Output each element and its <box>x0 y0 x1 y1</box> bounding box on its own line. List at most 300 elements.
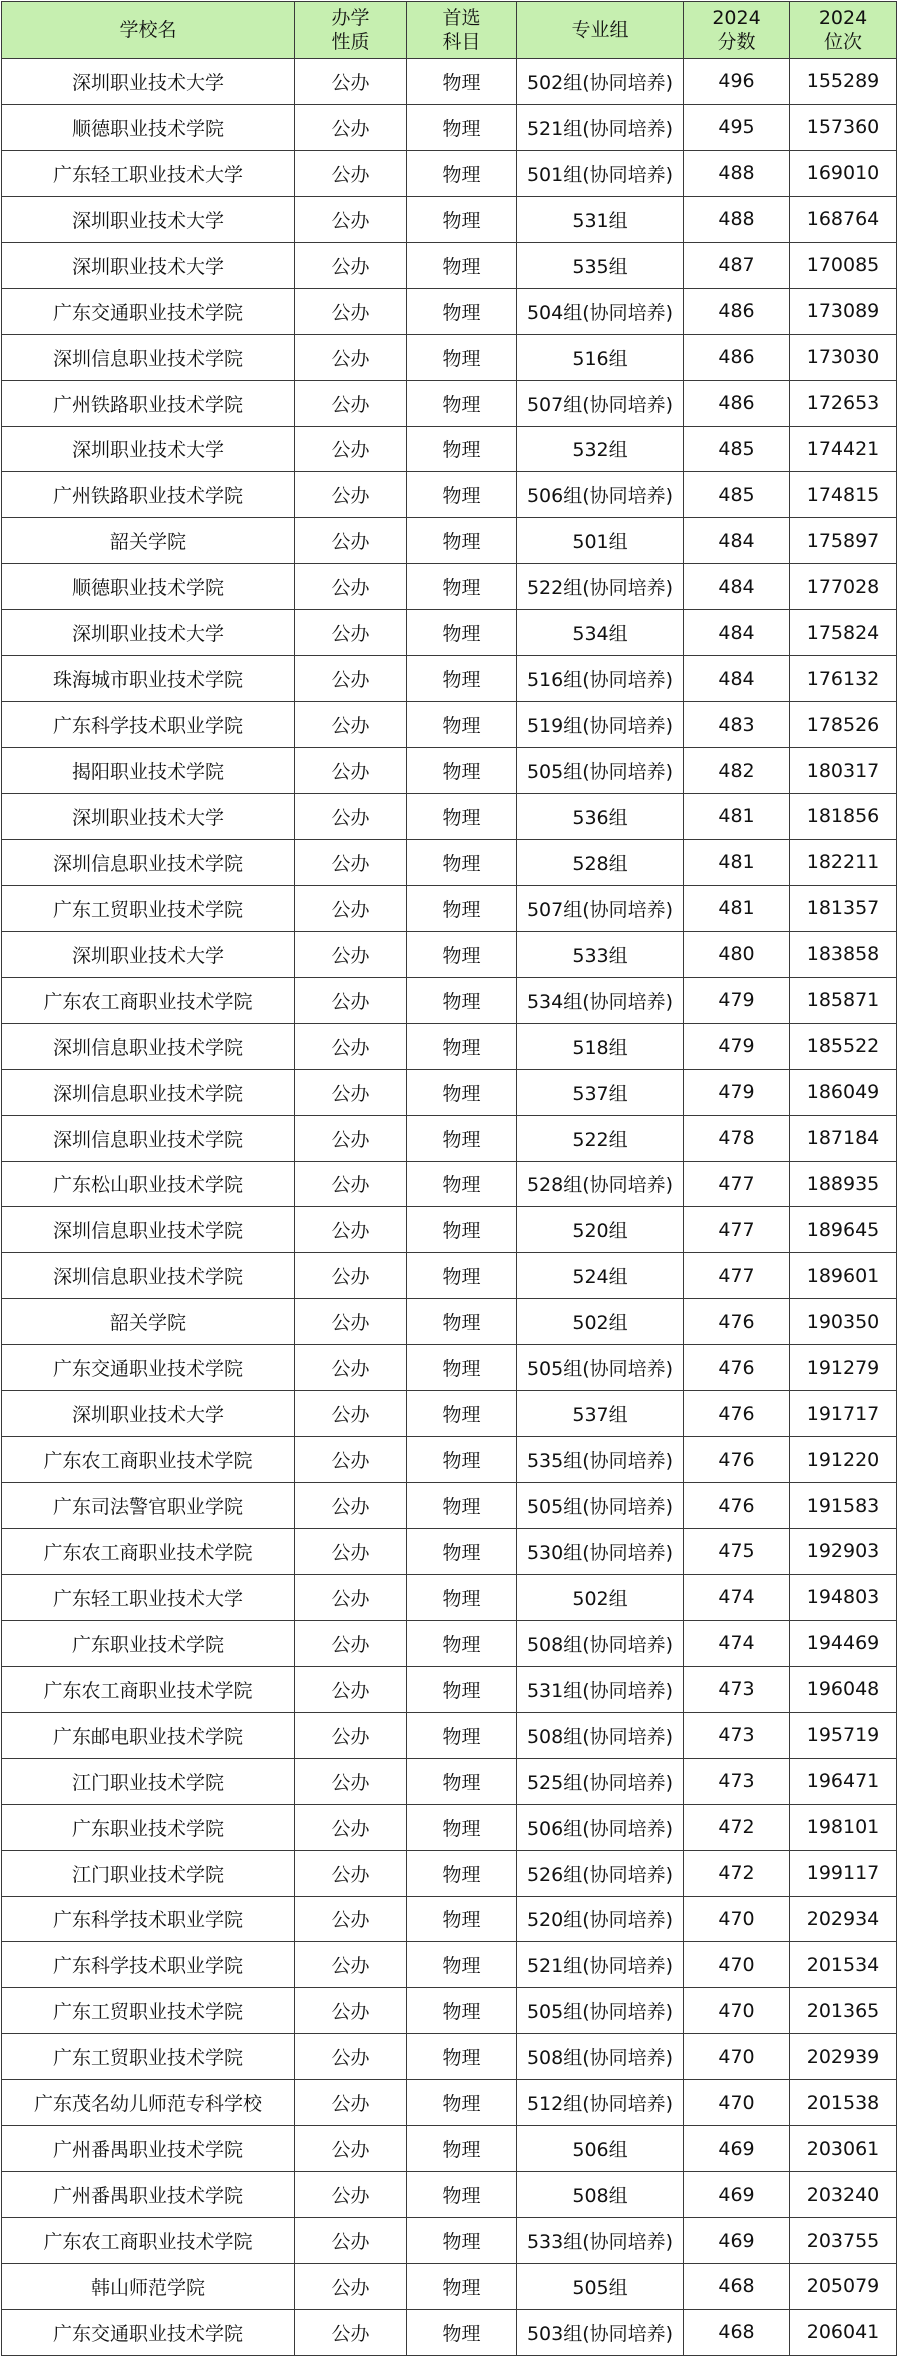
score-cell: 480 <box>684 931 790 977</box>
major-group-cell: 518组 <box>517 1023 684 1069</box>
score-cell: 485 <box>684 426 790 472</box>
rank-cell: 195719 <box>790 1712 897 1758</box>
table-row <box>2 2218 897 2264</box>
school-name-cell: 广东农工商职业技术学院 <box>2 1529 295 1575</box>
table-row <box>2 1483 897 1529</box>
school-name-cell: 广东工贸职业技术学院 <box>2 885 295 931</box>
rank-cell: 169010 <box>790 150 897 196</box>
school-nature-cell: 公办 <box>295 1115 407 1161</box>
school-name-cell: 韶关学院 <box>2 1299 295 1345</box>
score-cell: 488 <box>684 150 790 196</box>
first-subject-cell: 物理 <box>407 1253 517 1299</box>
school-nature-cell: 公办 <box>295 839 407 885</box>
table-row <box>2 1942 897 1988</box>
rank-cell: 201534 <box>790 1942 897 1988</box>
school-name-cell: 深圳信息职业技术学院 <box>2 1115 295 1161</box>
school-name-cell: 深圳职业技术大学 <box>2 931 295 977</box>
header-score-line-2: 分数 <box>717 31 756 53</box>
school-name-cell: 广东司法警官职业学院 <box>2 1483 295 1529</box>
major-group-cell: 524组 <box>517 1253 684 1299</box>
first-subject-cell: 物理 <box>407 1391 517 1437</box>
first-subject-cell: 物理 <box>407 2264 517 2310</box>
rank-cell: 177028 <box>790 564 897 610</box>
first-subject-cell: 物理 <box>407 2218 517 2264</box>
school-nature-cell: 公办 <box>295 242 407 288</box>
major-group-cell: 505组(协同培养) <box>517 1988 684 2034</box>
header-subject-line-1: 首选 <box>442 7 481 29</box>
school-name-cell: 广东邮电职业技术学院 <box>2 1712 295 1758</box>
first-subject-cell: 物理 <box>407 2034 517 2080</box>
school-nature-cell: 公办 <box>295 610 407 656</box>
major-group-cell: 505组(协同培养) <box>517 1483 684 1529</box>
first-subject-cell: 物理 <box>407 794 517 840</box>
rank-cell: 175897 <box>790 518 897 564</box>
school-nature-cell: 公办 <box>295 1483 407 1529</box>
table-row <box>2 931 897 977</box>
table-row <box>2 2264 897 2310</box>
score-cell: 476 <box>684 1391 790 1437</box>
school-name-cell: 深圳信息职业技术学院 <box>2 334 295 380</box>
table-row <box>2 242 897 288</box>
rank-cell: 205079 <box>790 2264 897 2310</box>
school-name-cell: 韩山师范学院 <box>2 2264 295 2310</box>
table-row <box>2 1620 897 1666</box>
table-row <box>2 1850 897 1896</box>
first-subject-cell: 物理 <box>407 1666 517 1712</box>
school-nature-cell: 公办 <box>295 1988 407 2034</box>
rank-cell: 173030 <box>790 334 897 380</box>
rank-cell: 157360 <box>790 104 897 150</box>
first-subject-cell: 物理 <box>407 2172 517 2218</box>
table-row <box>2 839 897 885</box>
school-nature-cell: 公办 <box>295 1345 407 1391</box>
school-name-cell: 广东科学技术职业学院 <box>2 1942 295 1988</box>
rank-cell: 174421 <box>790 426 897 472</box>
school-name-cell: 深圳信息职业技术学院 <box>2 1207 295 1253</box>
first-subject-cell: 物理 <box>407 1804 517 1850</box>
table-row <box>2 2034 897 2080</box>
school-name-cell: 深圳职业技术大学 <box>2 426 295 472</box>
score-cell: 481 <box>684 794 790 840</box>
table-row <box>2 885 897 931</box>
first-subject-cell: 物理 <box>407 1850 517 1896</box>
header-score <box>684 2 790 59</box>
table-body <box>2 59 897 2356</box>
major-group-cell: 508组(协同培养) <box>517 1712 684 1758</box>
score-cell: 472 <box>684 1804 790 1850</box>
score-cell: 479 <box>684 977 790 1023</box>
school-nature-cell: 公办 <box>295 2126 407 2172</box>
rank-cell: 190350 <box>790 1299 897 1345</box>
table-row <box>2 380 897 426</box>
school-nature-cell: 公办 <box>295 1758 407 1804</box>
rank-cell: 175824 <box>790 610 897 656</box>
score-cell: 479 <box>684 1069 790 1115</box>
score-cell: 477 <box>684 1253 790 1299</box>
major-group-cell: 507组(协同培养) <box>517 885 684 931</box>
score-cell: 468 <box>684 2264 790 2310</box>
major-group-cell: 534组(协同培养) <box>517 977 684 1023</box>
school-name-cell: 深圳信息职业技术学院 <box>2 1253 295 1299</box>
score-cell: 476 <box>684 1437 790 1483</box>
score-cell: 470 <box>684 2080 790 2126</box>
rank-cell: 189601 <box>790 1253 897 1299</box>
rank-cell: 187184 <box>790 1115 897 1161</box>
table-row <box>2 2080 897 2126</box>
first-subject-cell: 物理 <box>407 977 517 1023</box>
table-row <box>2 1115 897 1161</box>
header-major-group: 专业组 <box>517 2 684 59</box>
school-name-cell: 深圳信息职业技术学院 <box>2 839 295 885</box>
major-group-cell: 505组(协同培养) <box>517 748 684 794</box>
header-nature-line-1: 办学 <box>331 7 370 29</box>
school-name-cell: 深圳职业技术大学 <box>2 1391 295 1437</box>
school-name-cell: 广州铁路职业技术学院 <box>2 380 295 426</box>
score-cell: 484 <box>684 564 790 610</box>
score-cell: 470 <box>684 1942 790 1988</box>
first-subject-cell: 物理 <box>407 702 517 748</box>
table-row <box>2 1299 897 1345</box>
major-group-cell: 525组(协同培养) <box>517 1758 684 1804</box>
school-name-cell: 广东轻工职业技术大学 <box>2 150 295 196</box>
school-nature-cell: 公办 <box>295 885 407 931</box>
school-name-cell: 江门职业技术学院 <box>2 1850 295 1896</box>
header-school-name: 学校名 <box>2 2 295 59</box>
school-nature-cell: 公办 <box>295 1574 407 1620</box>
school-nature-cell: 公办 <box>295 2034 407 2080</box>
first-subject-cell: 物理 <box>407 564 517 610</box>
school-nature-cell: 公办 <box>295 1161 407 1207</box>
rank-cell: 201365 <box>790 1988 897 2034</box>
rank-cell: 186049 <box>790 1069 897 1115</box>
major-group-cell: 506组 <box>517 2126 684 2172</box>
major-group-cell: 533组(协同培养) <box>517 2218 684 2264</box>
school-nature-cell: 公办 <box>295 1023 407 1069</box>
score-cell: 474 <box>684 1620 790 1666</box>
school-nature-cell: 公办 <box>295 150 407 196</box>
school-nature-cell: 公办 <box>295 2080 407 2126</box>
score-cell: 470 <box>684 2034 790 2080</box>
school-nature-cell: 公办 <box>295 518 407 564</box>
first-subject-cell: 物理 <box>407 288 517 334</box>
rank-cell: 182211 <box>790 839 897 885</box>
major-group-cell: 502组 <box>517 1574 684 1620</box>
table-row <box>2 564 897 610</box>
rank-cell: 168764 <box>790 196 897 242</box>
header-rank <box>790 2 897 59</box>
school-nature-cell: 公办 <box>295 2172 407 2218</box>
school-name-cell: 广东交通职业技术学院 <box>2 288 295 334</box>
score-cell: 473 <box>684 1666 790 1712</box>
rank-cell: 191717 <box>790 1391 897 1437</box>
major-group-cell: 521组(协同培养) <box>517 104 684 150</box>
score-cell: 477 <box>684 1161 790 1207</box>
score-cell: 476 <box>684 1345 790 1391</box>
school-nature-cell: 公办 <box>295 1942 407 1988</box>
score-cell: 488 <box>684 196 790 242</box>
school-name-cell: 广东农工商职业技术学院 <box>2 2218 295 2264</box>
table-row <box>2 1529 897 1575</box>
rank-cell: 178526 <box>790 702 897 748</box>
score-cell: 469 <box>684 2218 790 2264</box>
first-subject-cell: 物理 <box>407 1483 517 1529</box>
school-nature-cell: 公办 <box>295 1804 407 1850</box>
school-nature-cell: 公办 <box>295 977 407 1023</box>
first-subject-cell: 物理 <box>407 1115 517 1161</box>
school-nature-cell: 公办 <box>295 1666 407 1712</box>
table-row <box>2 1896 897 1942</box>
rank-cell: 176132 <box>790 656 897 702</box>
score-cell: 481 <box>684 839 790 885</box>
major-group-cell: 516组(协同培养) <box>517 656 684 702</box>
school-nature-cell: 公办 <box>295 104 407 150</box>
school-nature-cell: 公办 <box>295 1069 407 1115</box>
major-group-cell: 528组 <box>517 839 684 885</box>
first-subject-cell: 物理 <box>407 59 517 105</box>
first-subject-cell: 物理 <box>407 1023 517 1069</box>
major-group-cell: 528组(协同培养) <box>517 1161 684 1207</box>
major-group-cell: 516组 <box>517 334 684 380</box>
school-nature-cell: 公办 <box>295 1850 407 1896</box>
score-cell: 478 <box>684 1115 790 1161</box>
school-nature-cell: 公办 <box>295 1299 407 1345</box>
rank-cell: 188935 <box>790 1161 897 1207</box>
school-name-cell: 广东松山职业技术学院 <box>2 1161 295 1207</box>
major-group-cell: 502组(协同培养) <box>517 59 684 105</box>
major-group-cell: 537组 <box>517 1391 684 1437</box>
table-row <box>2 656 897 702</box>
school-nature-cell: 公办 <box>295 564 407 610</box>
first-subject-cell: 物理 <box>407 150 517 196</box>
school-nature-cell: 公办 <box>295 1896 407 1942</box>
first-subject-cell: 物理 <box>407 931 517 977</box>
score-cell: 470 <box>684 1896 790 1942</box>
rank-cell: 189645 <box>790 1207 897 1253</box>
major-group-cell: 508组 <box>517 2172 684 2218</box>
school-name-cell: 广东轻工职业技术大学 <box>2 1574 295 1620</box>
table-row <box>2 518 897 564</box>
school-nature-cell: 公办 <box>295 1437 407 1483</box>
school-name-cell: 广东茂名幼儿师范专科学校 <box>2 2080 295 2126</box>
major-group-cell: 522组 <box>517 1115 684 1161</box>
school-nature-cell: 公办 <box>295 288 407 334</box>
table-row <box>2 2126 897 2172</box>
school-nature-cell: 公办 <box>295 426 407 472</box>
table-row <box>2 288 897 334</box>
school-name-cell: 广东农工商职业技术学院 <box>2 1437 295 1483</box>
table-row <box>2 748 897 794</box>
table-row <box>2 702 897 748</box>
score-cell: 473 <box>684 1712 790 1758</box>
school-nature-cell: 公办 <box>295 748 407 794</box>
major-group-cell: 512组(协同培养) <box>517 2080 684 2126</box>
table-row <box>2 1437 897 1483</box>
school-name-cell: 顺德职业技术学院 <box>2 104 295 150</box>
table-row <box>2 1712 897 1758</box>
score-cell: 496 <box>684 59 790 105</box>
rank-cell: 206041 <box>790 2309 897 2355</box>
major-group-cell: 522组(协同培养) <box>517 564 684 610</box>
first-subject-cell: 物理 <box>407 472 517 518</box>
school-nature-cell: 公办 <box>295 334 407 380</box>
header-rank-line-2: 位次 <box>823 31 862 53</box>
school-nature-cell: 公办 <box>295 931 407 977</box>
school-name-cell: 深圳职业技术大学 <box>2 242 295 288</box>
school-name-cell: 广州番禺职业技术学院 <box>2 2172 295 2218</box>
major-group-cell: 534组 <box>517 610 684 656</box>
first-subject-cell: 物理 <box>407 1069 517 1115</box>
table-row <box>2 977 897 1023</box>
school-name-cell: 广东农工商职业技术学院 <box>2 1666 295 1712</box>
first-subject-cell: 物理 <box>407 748 517 794</box>
table-row <box>2 1666 897 1712</box>
score-cell: 487 <box>684 242 790 288</box>
major-group-cell: 530组(协同培养) <box>517 1529 684 1575</box>
major-group-cell: 519组(协同培养) <box>517 702 684 748</box>
score-cell: 483 <box>684 702 790 748</box>
table-row <box>2 2309 897 2355</box>
table-row <box>2 334 897 380</box>
first-subject-cell: 物理 <box>407 1712 517 1758</box>
first-subject-cell: 物理 <box>407 1345 517 1391</box>
school-nature-cell: 公办 <box>295 1207 407 1253</box>
score-cell: 469 <box>684 2172 790 2218</box>
major-group-cell: 535组 <box>517 242 684 288</box>
rank-cell: 180317 <box>790 748 897 794</box>
major-group-cell: 526组(协同培养) <box>517 1850 684 1896</box>
major-group-cell: 502组 <box>517 1299 684 1345</box>
rank-cell: 181357 <box>790 885 897 931</box>
first-subject-cell: 物理 <box>407 885 517 931</box>
table-row <box>2 794 897 840</box>
score-cell: 484 <box>684 518 790 564</box>
score-cell: 473 <box>684 1758 790 1804</box>
school-nature-cell: 公办 <box>295 380 407 426</box>
rank-cell: 185522 <box>790 1023 897 1069</box>
school-nature-cell: 公办 <box>295 2218 407 2264</box>
major-group-cell: 508组(协同培养) <box>517 2034 684 2080</box>
school-name-cell: 广东职业技术学院 <box>2 1804 295 1850</box>
rank-cell: 203061 <box>790 2126 897 2172</box>
major-group-cell: 521组(协同培养) <box>517 1942 684 1988</box>
school-nature-cell: 公办 <box>295 1529 407 1575</box>
score-cell: 474 <box>684 1574 790 1620</box>
rank-cell: 202939 <box>790 2034 897 2080</box>
score-cell: 486 <box>684 380 790 426</box>
major-group-cell: 535组(协同培养) <box>517 1437 684 1483</box>
school-nature-cell: 公办 <box>295 196 407 242</box>
score-cell: 485 <box>684 472 790 518</box>
school-name-cell: 揭阳职业技术学院 <box>2 748 295 794</box>
header-row <box>2 2 897 59</box>
school-name-cell: 深圳职业技术大学 <box>2 196 295 242</box>
major-group-cell: 501组(协同培养) <box>517 150 684 196</box>
rank-cell: 155289 <box>790 59 897 105</box>
rank-cell: 172653 <box>790 380 897 426</box>
first-subject-cell: 物理 <box>407 1942 517 1988</box>
first-subject-cell: 物理 <box>407 2309 517 2355</box>
school-nature-cell: 公办 <box>295 2309 407 2355</box>
rank-cell: 191220 <box>790 1437 897 1483</box>
rank-cell: 194803 <box>790 1574 897 1620</box>
school-name-cell: 广东科学技术职业学院 <box>2 702 295 748</box>
header-subject-line-2: 科目 <box>442 31 481 53</box>
rank-cell: 199117 <box>790 1850 897 1896</box>
school-name-cell: 广东科学技术职业学院 <box>2 1896 295 1942</box>
major-group-cell: 533组 <box>517 931 684 977</box>
header-rank-line-1: 2024 <box>818 7 868 29</box>
first-subject-cell: 物理 <box>407 518 517 564</box>
rank-cell: 191583 <box>790 1483 897 1529</box>
score-cell: 469 <box>684 2126 790 2172</box>
school-name-cell: 广东职业技术学院 <box>2 1620 295 1666</box>
school-nature-cell: 公办 <box>295 2264 407 2310</box>
first-subject-cell: 物理 <box>407 1620 517 1666</box>
rank-cell: 173089 <box>790 288 897 334</box>
school-name-cell: 深圳职业技术大学 <box>2 610 295 656</box>
first-subject-cell: 物理 <box>407 610 517 656</box>
school-name-cell: 江门职业技术学院 <box>2 1758 295 1804</box>
rank-cell: 196048 <box>790 1666 897 1712</box>
school-name-cell: 深圳职业技术大学 <box>2 794 295 840</box>
score-cell: 484 <box>684 610 790 656</box>
rank-cell: 185871 <box>790 977 897 1023</box>
score-cell: 486 <box>684 288 790 334</box>
table-row <box>2 59 897 105</box>
score-cell: 468 <box>684 2309 790 2355</box>
major-group-cell: 501组 <box>517 518 684 564</box>
school-nature-cell: 公办 <box>295 472 407 518</box>
header-nature-line-2: 性质 <box>331 31 370 53</box>
rank-cell: 170085 <box>790 242 897 288</box>
major-group-cell: 504组(协同培养) <box>517 288 684 334</box>
school-nature-cell: 公办 <box>295 1253 407 1299</box>
first-subject-cell: 物理 <box>407 426 517 472</box>
major-group-cell: 505组(协同培养) <box>517 1345 684 1391</box>
school-name-cell: 深圳信息职业技术学院 <box>2 1023 295 1069</box>
first-subject-cell: 物理 <box>407 656 517 702</box>
rank-cell: 201538 <box>790 2080 897 2126</box>
major-group-cell: 506组(协同培养) <box>517 472 684 518</box>
rank-cell: 194469 <box>790 1620 897 1666</box>
school-name-cell: 广东交通职业技术学院 <box>2 2309 295 2355</box>
score-cell: 475 <box>684 1529 790 1575</box>
school-nature-cell: 公办 <box>295 656 407 702</box>
table-row <box>2 1391 897 1437</box>
rank-cell: 202934 <box>790 1896 897 1942</box>
first-subject-cell: 物理 <box>407 104 517 150</box>
school-name-cell: 广东工贸职业技术学院 <box>2 1988 295 2034</box>
score-cell: 484 <box>684 656 790 702</box>
table-row <box>2 1069 897 1115</box>
major-group-cell: 508组(协同培养) <box>517 1620 684 1666</box>
first-subject-cell: 物理 <box>407 2080 517 2126</box>
school-name-cell: 广东工贸职业技术学院 <box>2 2034 295 2080</box>
score-cell: 477 <box>684 1207 790 1253</box>
major-group-cell: 531组 <box>517 196 684 242</box>
major-group-cell: 506组(协同培养) <box>517 1804 684 1850</box>
rank-cell: 191279 <box>790 1345 897 1391</box>
table-row <box>2 1207 897 1253</box>
major-group-cell: 520组(协同培养) <box>517 1896 684 1942</box>
table-row <box>2 196 897 242</box>
major-group-cell: 537组 <box>517 1069 684 1115</box>
header-first-subject <box>407 2 517 59</box>
rank-cell: 181856 <box>790 794 897 840</box>
table-row <box>2 1758 897 1804</box>
first-subject-cell: 物理 <box>407 334 517 380</box>
table-row <box>2 1574 897 1620</box>
